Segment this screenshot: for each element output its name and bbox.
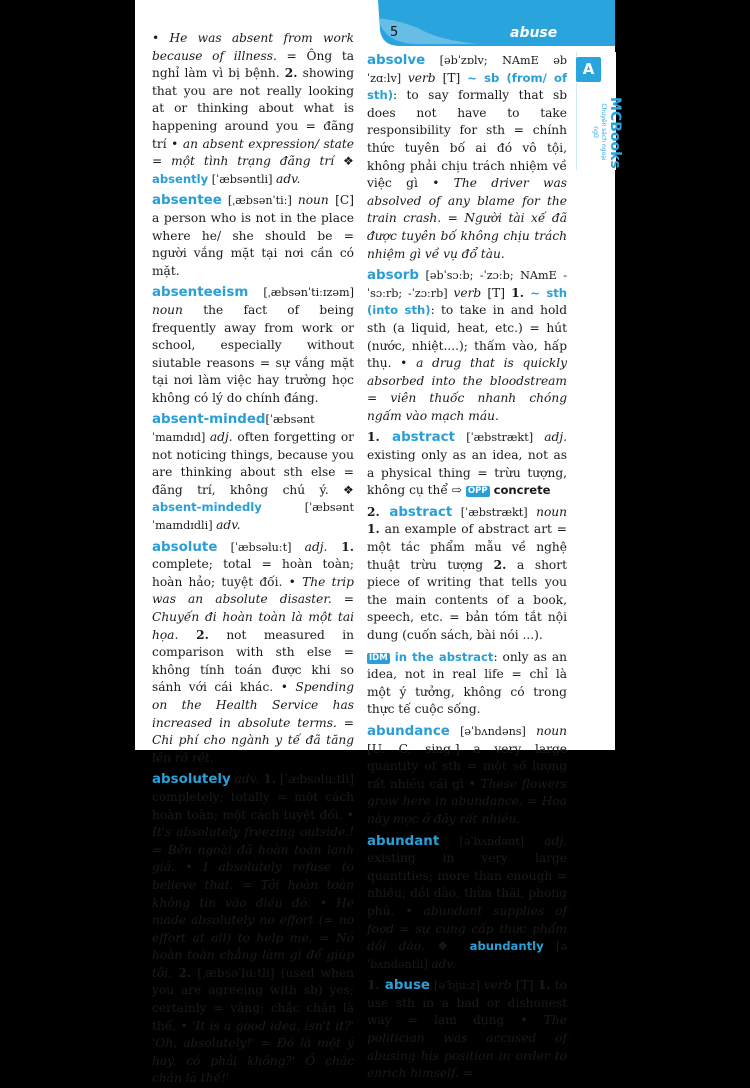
derivative-symbol: ❖ xyxy=(424,939,470,954)
idiom-phrase: in the abstract xyxy=(389,649,494,664)
sense-number: 2. xyxy=(172,965,192,980)
idiom-tag: IDM xyxy=(369,652,388,663)
entry-absentee xyxy=(152,192,354,280)
definition-text: existing in very large quantities; more than enough = nhiều; dồi dào, thừa thãi, phong phú. • xyxy=(367,851,567,918)
example-text: • Spending on the Health Service has increased in absolute terms. = Chi phí cho ngành y tế đã tăng lên rõ rệt. xyxy=(152,680,354,765)
headword: absentee xyxy=(152,193,222,209)
grammar-label: [T] xyxy=(511,978,538,993)
definition-text: [ˈæbsəluːtli] completely; totally = một cách hoàn toàn; một cách tuyệt đối. xyxy=(152,772,354,822)
pronunciation: [ˈæbsənt ˈmaɪndɪd] xyxy=(152,413,315,445)
homograph-number: 1. xyxy=(367,978,380,993)
sense-number: 2. xyxy=(493,557,507,572)
left-column xyxy=(152,30,354,1088)
derivative-word: absent-mindedly xyxy=(152,500,262,515)
sense-number: 1. xyxy=(537,978,551,993)
opposite-word: concrete xyxy=(489,483,551,498)
definition-text: : to take in and hold sth (a liquid, heat, etc.) = hút (nước, nhiệt....); thấm vào, hấp thụ. • xyxy=(367,303,567,371)
definition-text: [ˌæbsəˈluːtli] (used when you are agreeing with sb) yes; certainly = vâng; chắc chắn là thế. • xyxy=(152,965,354,1033)
verb-pattern: ~ sb (from/ of sth) xyxy=(367,70,568,103)
definition-text: = Ông ta nghỉ làm vì bị bệnh. xyxy=(152,48,354,81)
part-of-speech: noun xyxy=(536,504,567,519)
sense-number: 1. xyxy=(327,539,354,554)
entry-absorb xyxy=(367,267,567,425)
part-of-speech: adv. xyxy=(230,772,259,787)
part-of-speech: adj. xyxy=(304,539,328,554)
headword: absolve xyxy=(367,53,426,68)
sense-number: 2. xyxy=(284,66,298,81)
letter-tab: A xyxy=(576,57,601,82)
pronunciation: [əˈbjuːz] xyxy=(430,979,484,993)
headword: abundance xyxy=(367,723,450,739)
sense-number: 1. xyxy=(258,772,276,787)
dictionary-page xyxy=(135,0,623,1086)
definition-text: to use sth in a bad or dishonest way = lạm dụng • xyxy=(367,978,568,1028)
derivative-word: abundantly xyxy=(469,939,544,954)
definition-text: [C] a person who is not in the place where he/ she should be = người vắng mặt tại nơi cần có mặt. xyxy=(152,193,354,278)
derivative-symbol: ❖ xyxy=(328,482,354,497)
definition-text: : to say formally that sb does not have to take responsibility for sth = chính thức tuyên bố ai đó vô tội, không phải chịu trách nhiệm về việc gì • xyxy=(367,88,567,191)
pronunciation: [ˌæbsənˈtiː] xyxy=(221,194,298,208)
example-text: • The trip was an absolute disaster. = Chuyến đi hoàn toàn là một tai họa. xyxy=(152,574,354,642)
part-of-speech: noun xyxy=(297,193,329,208)
pronunciation: [ˈæbstrækt] xyxy=(455,431,545,445)
example-text: • He was absent from work because of illness. xyxy=(152,31,354,63)
publisher-logo xyxy=(582,97,622,167)
headword: abuse xyxy=(379,978,430,994)
example-text: These flowers grow here in abundance. = Hoa này mọc ở đây rất nhiều. xyxy=(367,776,567,826)
definition-text: an example of abstract art = một tác phẩm mẫu về nghệ thuật trừu tượng xyxy=(367,522,567,572)
example-text: • It's absolutely freezing outside.! = Bên ngoài đã hoàn toàn lạnh giá. • I absolutely refuse to believe that. = Tôi hoàn toàn không tin vào điều đó. • He made absolutely no effort (= no effort at all) to help me. = Nó hoàn toàn chẳng làm gì để giúp tôi. xyxy=(152,807,354,980)
headword: abstract xyxy=(379,430,456,446)
part-of-speech: noun xyxy=(152,302,183,317)
opposite-tag: OPP xyxy=(467,486,488,497)
entry-absent-continued xyxy=(152,30,354,188)
pronunciation: [əbˈsɔːb; -ˈzɔːb; NAmE -ˈsɔːrb; -ˈzɔːrb] xyxy=(367,269,567,300)
part-of-speech: noun xyxy=(536,723,567,738)
headword: abstract xyxy=(379,504,453,520)
definition-text: existing only as an idea, not as a physical thing = trừu tượng, không cụ thể ⇨ xyxy=(367,448,567,498)
page-number: 5 xyxy=(390,25,399,40)
pronunciation: [ˈæbsəntli] xyxy=(208,172,277,186)
part-of-speech: adj. xyxy=(544,833,567,848)
header-banner xyxy=(378,0,615,46)
pronunciation: [əˈbʌndənt] xyxy=(439,834,545,848)
definition-text: often forgetting or not noticing things, because you are thinking about sth else = đãng trí, không chú ý. xyxy=(152,430,354,497)
headword: absent-minded xyxy=(152,412,266,428)
pronunciation: [ˈæbsəluːt] xyxy=(217,540,305,554)
definition-text: showing that you are not really looking at or thinking about what is happening around you = đãng trí • xyxy=(152,66,354,151)
entry-abundant xyxy=(367,833,567,974)
publisher-tagline: Chuyên sách ngoại ngữ xyxy=(592,103,607,161)
entry-abstract-adj xyxy=(367,429,567,499)
publisher-name: MCBooks xyxy=(607,97,623,169)
headword: abundant xyxy=(367,833,440,849)
example-text: The politician was accused of abusing his position in order to enrich himself. = xyxy=(367,1013,567,1081)
homograph-number: 1. xyxy=(367,430,380,445)
part-of-speech: adv. xyxy=(276,171,301,186)
entry-abstract-noun xyxy=(367,504,567,645)
derivative-symbol: ❖ xyxy=(334,154,354,169)
headword: absolutely xyxy=(152,772,231,788)
example-text: a drug that is quickly absorbed into the bloodstream = viên thuốc nhanh chóng ngấm vào mạch máu. xyxy=(367,356,567,423)
entry-idiom-in-the-abstract xyxy=(367,649,567,719)
pronunciation: [əbˈzɒlv; NAmE əbˈzɑːlv] xyxy=(367,54,567,85)
pronunciation: [ˈæbsənt ˈmaɪndɪdli] xyxy=(152,501,354,533)
part-of-speech: adv. xyxy=(216,518,241,533)
entry-absolute xyxy=(152,539,354,768)
part-of-speech: adv. xyxy=(431,956,456,971)
entry-absolve xyxy=(367,52,567,263)
part-of-speech: verb xyxy=(453,285,482,300)
example-text: an absent expression/ state = một tình trạng đãng trí xyxy=(152,136,354,169)
pronunciation: [əˈbʌndəns] xyxy=(449,724,537,738)
pronunciation: [ˌæbsənˈtiːɪzəm] xyxy=(248,286,354,300)
part-of-speech: verb xyxy=(407,70,436,85)
headword: absorb xyxy=(367,268,419,284)
pronunciation: [əˈbʌndəntli] xyxy=(367,940,567,971)
example-text: 'It is a good idea, isn't it?' 'Oh, absolutely!' = Đó là một ý hay, có phải không?' Ồ chắc chắn là thế!' xyxy=(152,1018,354,1086)
sense-number: 1. xyxy=(511,285,524,300)
definition-text: complete; total = hoàn toàn; hoàn hảo; tuyệt đối. xyxy=(152,557,354,589)
verb-pattern: ~ sth (into sth) xyxy=(367,285,568,318)
entry-abuse xyxy=(367,977,567,1083)
homograph-number: 2. xyxy=(367,504,380,519)
entry-abundance xyxy=(367,723,567,829)
pronunciation: [ˈæbstrækt] xyxy=(452,505,537,519)
sense-number: 1. xyxy=(367,522,380,537)
guide-word: abuse xyxy=(510,25,558,41)
grammar-label: [T] xyxy=(481,285,512,300)
example-text: The driver was absolved of any blame for the train crash. = Người tài xế đã được tuyên bố không chịu trách nhiệm gì về vụ đổ tàu. xyxy=(367,176,567,261)
grammar-label: [T] xyxy=(435,70,468,85)
right-column xyxy=(367,52,567,1083)
definition-text: : only as an idea, not in real life = chỉ là một ý tưởng, không có trong thực tế cuộc sống. xyxy=(367,649,567,717)
entry-absenteeism xyxy=(152,284,354,407)
entry-absolutely xyxy=(152,771,354,1088)
definition-text: not measured in comparison with sth else = không tính toán được khi so sánh với cái khác. xyxy=(152,627,355,695)
definition-text: the fact of being frequently away from work or school, especially without siutable reasons = sự vắng mặt tại nơi làm việc hay trường học không có lý do chính đáng. xyxy=(152,302,354,405)
derivative-word: absently xyxy=(152,171,209,186)
example-text: abundant supplies of food = sự cung cấp thực phẩm dồi dào. xyxy=(367,903,567,954)
headword: absenteeism xyxy=(152,285,249,301)
entry-absent-minded xyxy=(152,411,354,534)
part-of-speech: adj. xyxy=(209,430,233,445)
sense-number: 2. xyxy=(178,627,209,642)
part-of-speech: adj. xyxy=(544,430,567,445)
definition-text: [U. C, sing.] a very large quantity of sth = một số lượng rất nhiều cái gì • xyxy=(367,741,567,791)
part-of-speech: verb xyxy=(483,978,512,993)
headword: absolute xyxy=(152,539,218,555)
definition-text: a short piece of writing that tells you the main contents of a book, speech, etc. = bản tóm tắt nội dung (cuốn sách, bài nói ...). xyxy=(367,557,567,642)
